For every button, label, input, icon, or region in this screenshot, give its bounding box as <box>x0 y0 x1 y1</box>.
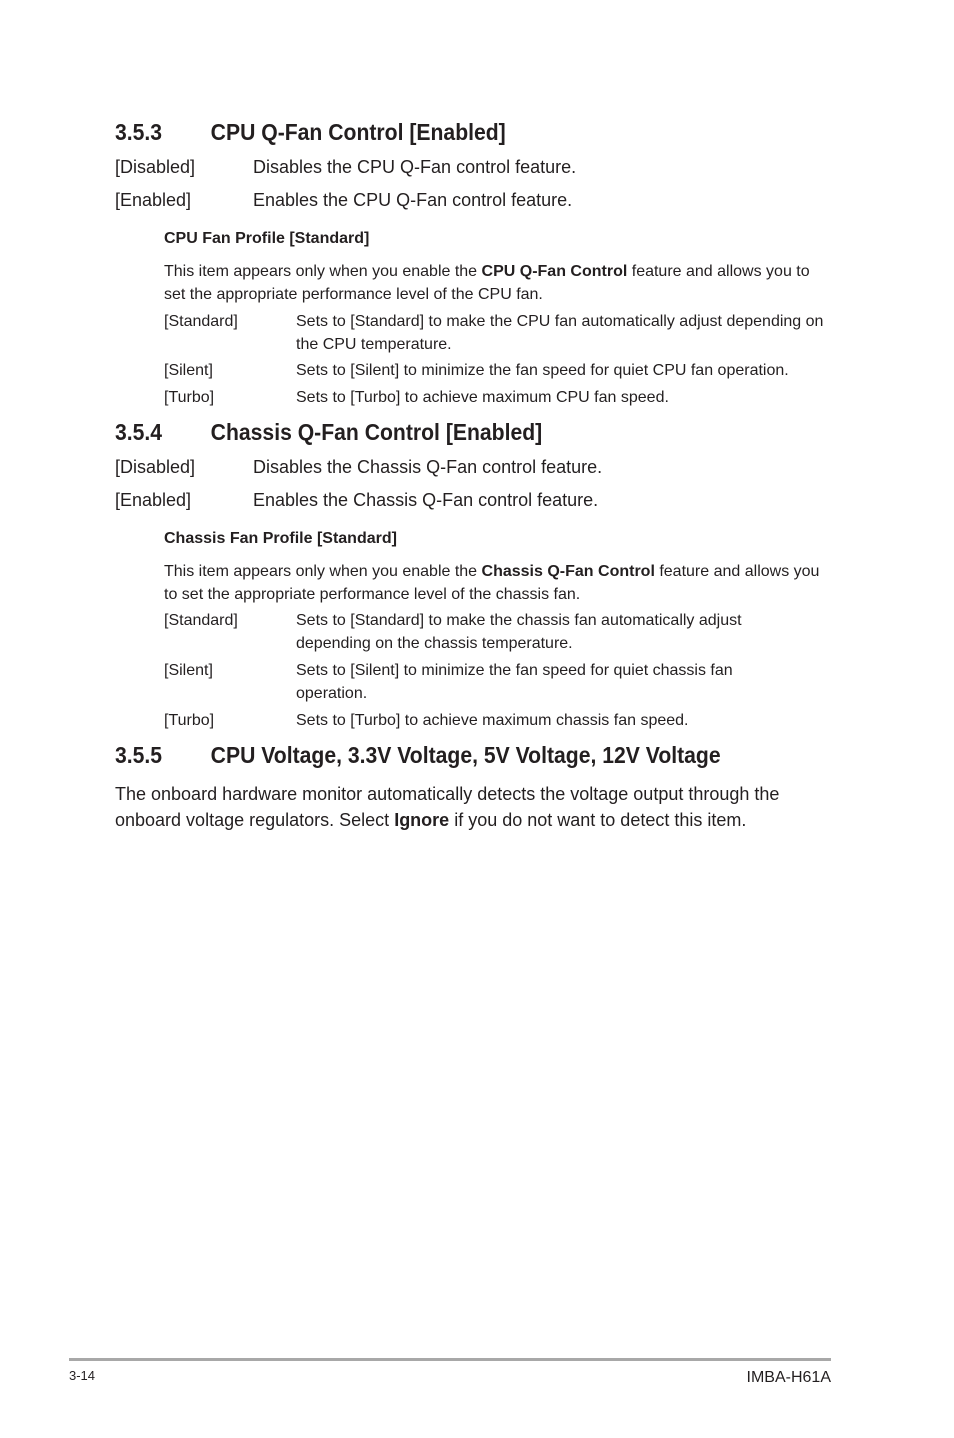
body-bold-term: Ignore <box>394 810 450 830</box>
profile-row-turbo <box>164 709 844 732</box>
profile-desc: Sets to [Standard] to make the chassis fan automatically adjust depending on the chassis temperature. <box>296 612 742 652</box>
footer-rule <box>69 1358 831 1361</box>
section-body <box>115 781 845 833</box>
intro-text: feature and allows you to set the appropriate performance level of the chassis fan. <box>164 563 820 603</box>
profile-row-silent <box>164 359 844 382</box>
option-key: [Enabled] <box>115 190 192 210</box>
option-key: [Disabled] <box>115 457 196 477</box>
section-number: 3.5.3 <box>115 119 163 145</box>
body-text: The onboard hardware monitor automatically detects the voltage output through the onboard voltage regulators. Select <box>115 784 780 830</box>
subsection-intro <box>164 260 834 306</box>
profile-desc: Sets to [Turbo] to achieve maximum chassis fan speed. <box>296 712 689 729</box>
option-key: [Disabled] <box>115 157 196 177</box>
profile-row-turbo <box>164 386 844 409</box>
profile-desc: Sets to [Silent] to minimize the fan speed for quiet chassis fan operation. <box>296 662 733 702</box>
option-desc: Disables the CPU Q-Fan control feature. <box>253 157 577 177</box>
section-heading-3-5-3 <box>115 119 506 146</box>
subsection-title: Chassis Fan Profile [Standard] <box>164 530 397 547</box>
subsection-title: CPU Fan Profile [Standard] <box>164 230 370 247</box>
profile-desc: Sets to [Standard] to make the CPU fan automatically adjust depending on the CPU temperature. <box>296 313 824 353</box>
model-name: IMBA-H61A <box>746 1369 831 1386</box>
option-desc: Enables the CPU Q-Fan control feature. <box>253 190 573 210</box>
profile-desc: Sets to [Silent] to minimize the fan speed for quiet CPU fan operation. <box>296 362 789 379</box>
profile-row-standard <box>164 310 844 356</box>
intro-bold-term: CPU Q-Fan Control <box>481 263 628 280</box>
profile-key: [Turbo] <box>164 712 215 729</box>
page-number: 3-14 <box>69 1368 96 1383</box>
profile-row-silent <box>164 659 844 705</box>
intro-text: This item appears only when you enable the <box>164 263 482 280</box>
subsection-intro <box>164 560 824 606</box>
section-title: Chassis Q-Fan Control [Enabled] <box>210 419 543 445</box>
section-heading-3-5-5 <box>115 742 721 769</box>
option-desc: Disables the Chassis Q-Fan control feature. <box>253 457 603 477</box>
profile-desc: Sets to [Turbo] to achieve maximum CPU fan speed. <box>296 389 669 406</box>
profile-key: [Standard] <box>164 313 238 330</box>
profile-key: [Standard] <box>164 612 238 629</box>
intro-text: This item appears only when you enable the <box>164 563 482 580</box>
profile-row-standard <box>164 609 844 655</box>
intro-text: feature and allows you to set the appropriate performance level of the CPU fan. <box>164 263 810 303</box>
intro-bold-term: Chassis Q-Fan Control <box>481 563 655 580</box>
option-key: [Enabled] <box>115 490 192 510</box>
section-heading-3-5-4 <box>115 419 542 446</box>
section-title: CPU Voltage, 3.3V Voltage, 5V Voltage, 12V Voltage <box>210 742 721 768</box>
option-desc: Enables the Chassis Q-Fan control feature. <box>253 490 599 510</box>
profile-key: [Silent] <box>164 362 213 379</box>
section-number: 3.5.4 <box>115 419 163 445</box>
section-number: 3.5.5 <box>115 742 163 768</box>
profile-key: [Turbo] <box>164 389 215 406</box>
section-title: CPU Q-Fan Control [Enabled] <box>210 119 506 145</box>
profile-key: [Silent] <box>164 662 213 679</box>
body-text: if you do not want to detect this item. <box>449 810 747 830</box>
